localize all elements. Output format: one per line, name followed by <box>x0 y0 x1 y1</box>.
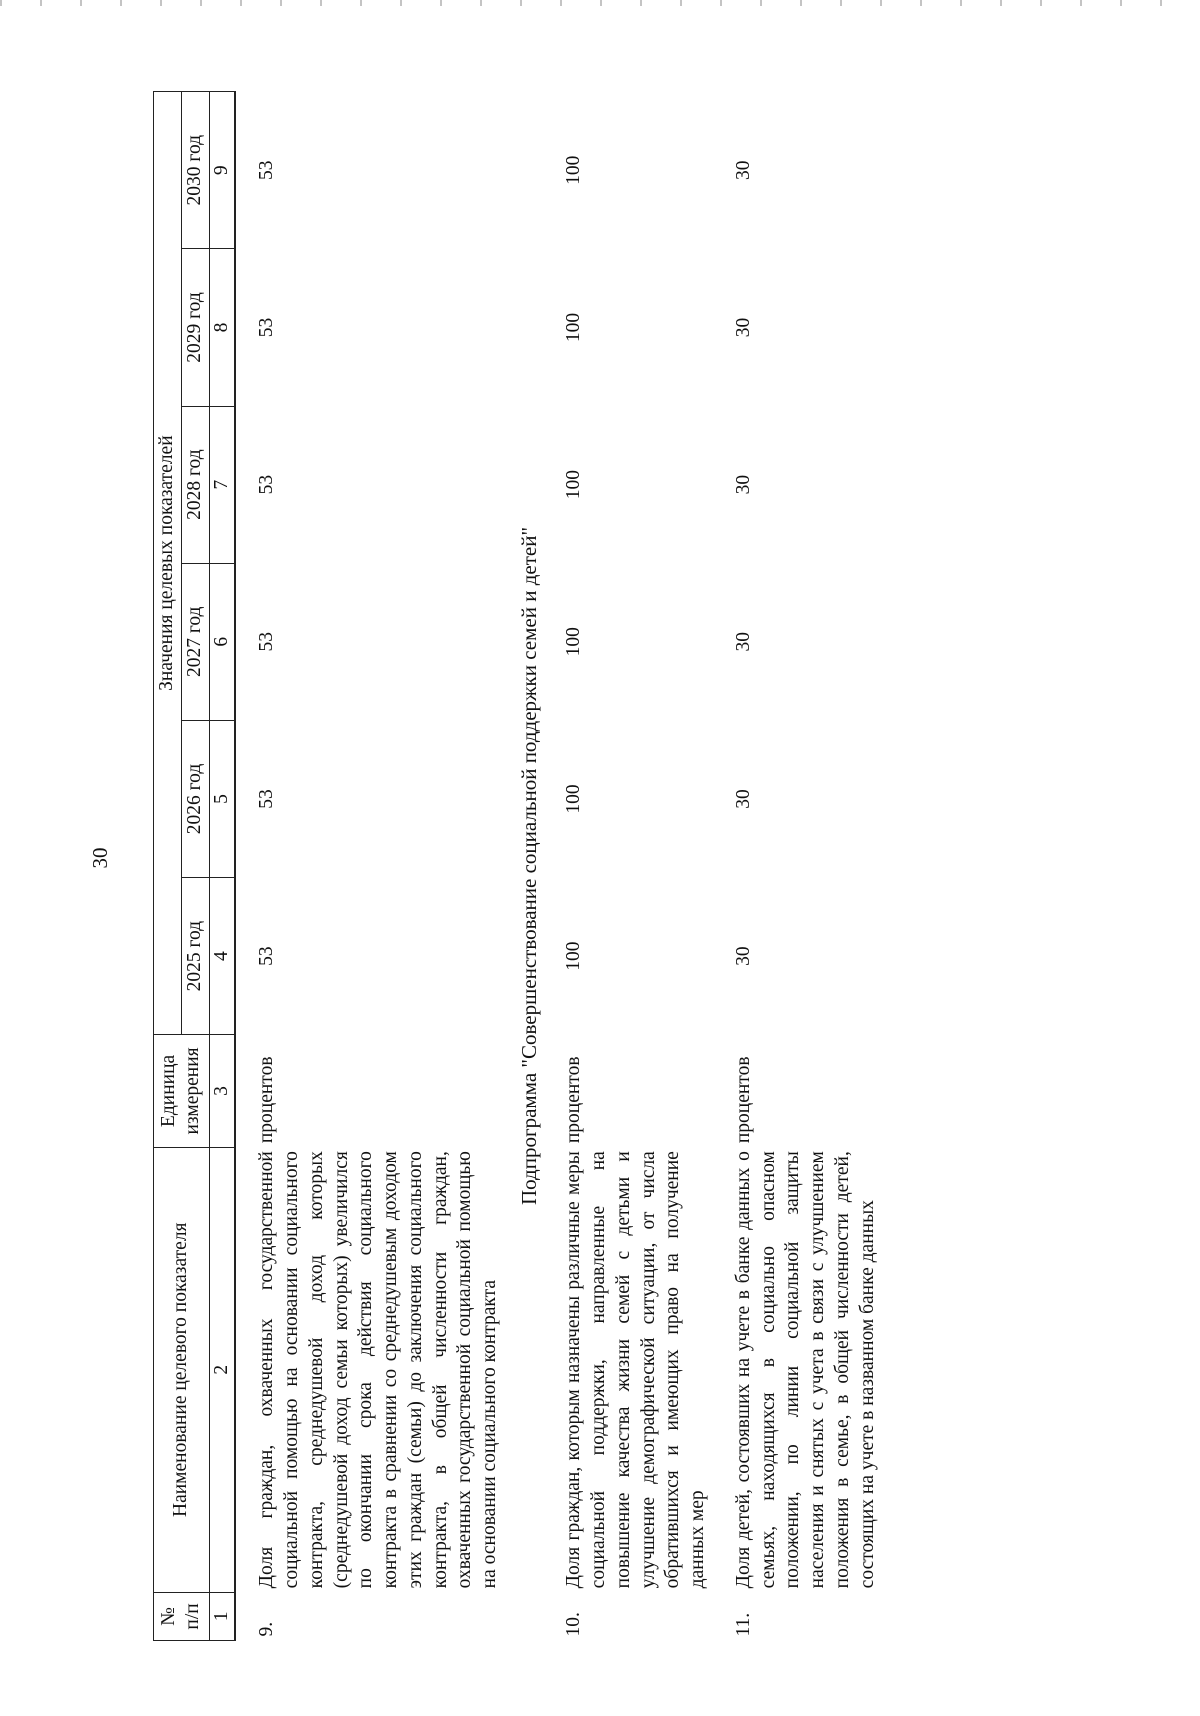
subprogram-title: Подпрограмма "Совершенствование социальной поддержки семей и детей" <box>516 526 541 1206</box>
unit-cell: процентов <box>732 1056 754 1144</box>
value-cell: 30 <box>732 789 754 809</box>
header-year: 2028 год <box>181 406 209 563</box>
subprogram-heading-row <box>504 92 561 1641</box>
value-cell: 100 <box>563 627 585 657</box>
value-cell: 30 <box>732 160 754 180</box>
column-number: 1 <box>209 1592 235 1640</box>
value-cell: 30 <box>732 632 754 652</box>
table-row <box>254 92 504 1641</box>
value-cell: 53 <box>256 317 278 338</box>
header-year: 2025 год <box>181 878 209 1035</box>
value-cell: 53 <box>256 946 278 966</box>
indicator-name: Доля граждан, которым назначены различные меры социальной поддержки, направленные на повышение качества жизни семей с детьми и улучшение демографической ситуации, от числа обратившихся и имеющих право на получение данных мер <box>563 1151 709 1589</box>
value-cell: 53 <box>256 632 278 652</box>
indicator-name: Доля детей, состоявших на учете в банке данных о семьях, находящихся в социально опасном положении, по линии социальной защиты населения и снятых с учета в связи с улучшением положения в семье, в общей численности детей, состоящих на учете в названном банке данных <box>732 1151 878 1589</box>
table-row <box>712 92 882 1641</box>
table-row <box>560 92 712 1641</box>
indicator-name: Доля граждан, охваченных государственной социальной помощью на основании социального контракта, среднедушевой доход которых (среднедушевой доход семьи которых) увеличился по окончании срока действия социального контракта в сравнении со среднедушевым доходом этих граждан (семьи) до заключения социального контракта, в общей численности граждан, охваченных государственной социальной помощью на основании социального контракта <box>256 1151 500 1589</box>
value-cell: 100 <box>563 941 585 971</box>
header-num: № п/п <box>154 1592 210 1640</box>
row-number: 10. <box>563 1612 585 1637</box>
header-year: 2026 год <box>181 720 209 877</box>
value-cell: 53 <box>256 474 278 495</box>
value-cell: 100 <box>563 784 585 814</box>
value-cell: 53 <box>256 789 278 809</box>
header-values-group: Значения целевых показателей <box>154 92 182 1035</box>
column-number: 7 <box>209 406 235 563</box>
header-year: 2027 год <box>181 563 209 720</box>
column-number: 9 <box>209 92 235 249</box>
column-number: 2 <box>209 1147 235 1592</box>
column-number: 8 <box>209 249 235 406</box>
indicators-table <box>153 91 881 1641</box>
value-cell: 30 <box>732 946 754 966</box>
value-cell: 100 <box>563 470 585 500</box>
page-number: 30 <box>88 847 112 869</box>
header-unit: Единица измерения <box>154 1035 210 1147</box>
header-year: 2029 год <box>181 249 209 406</box>
value-cell: 30 <box>732 474 754 495</box>
header-year: 2030 год <box>181 92 209 249</box>
value-cell: 30 <box>732 317 754 338</box>
column-number: 3 <box>209 1035 235 1147</box>
value-cell: 100 <box>563 312 585 343</box>
value-cell: 53 <box>256 160 278 180</box>
unit-cell: процентов <box>563 1056 585 1144</box>
column-number: 5 <box>209 720 235 877</box>
header-name: Наименование целевого показателя <box>154 1147 210 1592</box>
table-header <box>154 92 236 1641</box>
row-number: 9. <box>256 1621 278 1637</box>
value-cell: 100 <box>563 155 585 185</box>
row-number: 11. <box>732 1612 754 1637</box>
column-number: 6 <box>209 563 235 720</box>
unit-cell: процентов <box>256 1056 278 1144</box>
column-number: 4 <box>209 878 235 1035</box>
